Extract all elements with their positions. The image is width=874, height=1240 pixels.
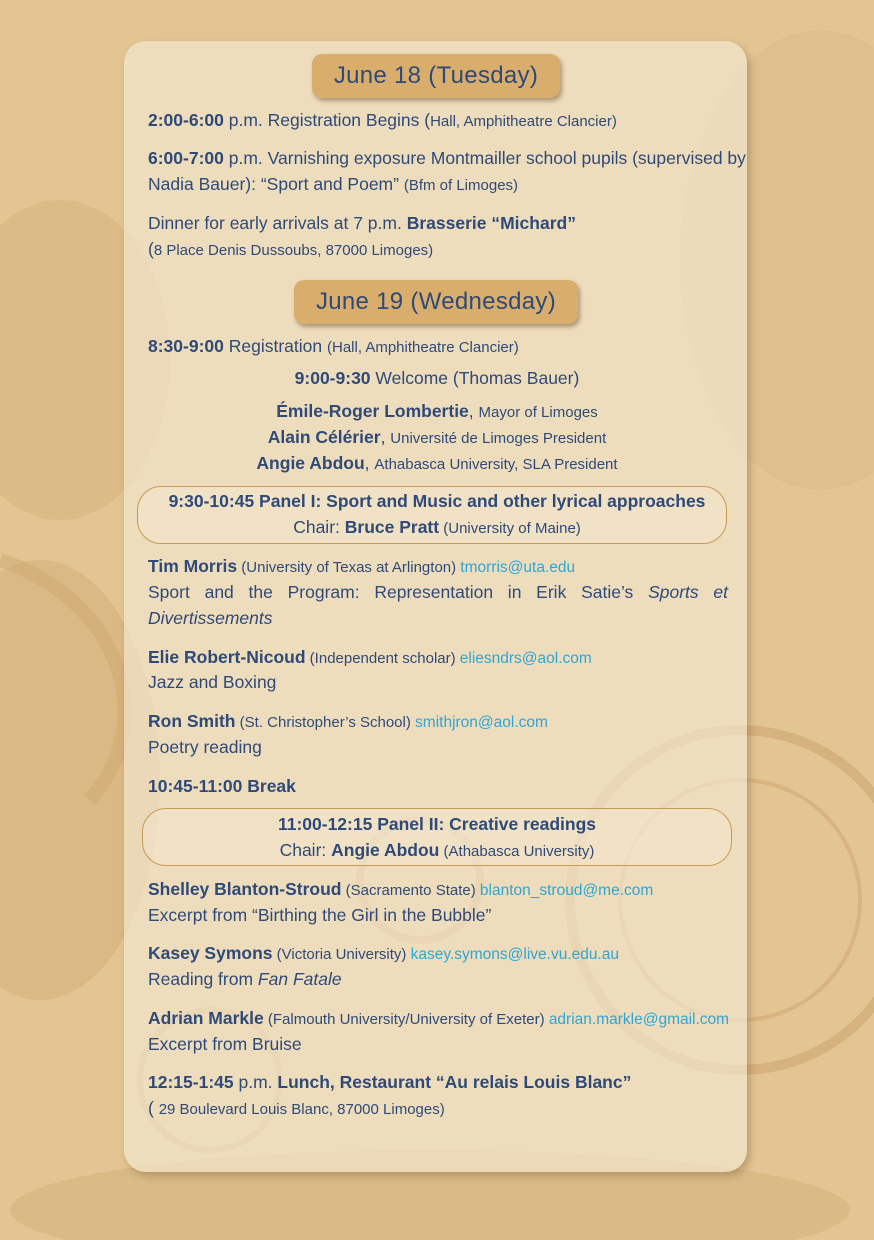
panel-1-title: 9:30-10:45 Panel I: Sport and Music and other lyrical approaches: [168, 491, 706, 511]
wednesday-registration: [148, 333, 728, 361]
talk-robert-nicoud-title: Jazz and Boxing: [148, 672, 277, 692]
presenter-name: Kasey Symons: [148, 943, 273, 963]
talk-morris-title-2: Divertissements: [148, 608, 273, 628]
talk-symons-title: [148, 966, 728, 992]
text: p.m.: [233, 1072, 278, 1092]
text: p.m. Registration Begins (: [223, 110, 431, 130]
speaker-3: [130, 450, 744, 478]
talk-title: Sport and the Program: Representation in Erik Satie’s: [148, 582, 649, 602]
place: Lunch, Restaurant “Au relais Louis Blanc”: [277, 1072, 632, 1092]
wednesday-welcome: [130, 365, 744, 391]
presenter-name: Elie Robert-Nicoud: [148, 647, 306, 667]
text: p.m. Varnishing exposure Montmailler school pupils (supervised by: [223, 148, 746, 168]
address: 29 Boulevard Louis Blanc, 87000 Limoges): [158, 1101, 445, 1118]
separator: ,: [364, 453, 375, 473]
talk-smith-title: Poetry reading: [148, 737, 262, 757]
chair-name: Bruce Pratt: [344, 517, 440, 537]
time: 6:00-7:00: [148, 148, 224, 168]
panel-1-chair: [130, 514, 744, 542]
text: Dinner for early arrivals at 7 p.m.: [148, 213, 407, 233]
paren: (: [148, 239, 154, 259]
talk-markle-title: Excerpt from Bruise: [148, 1034, 302, 1054]
email-link[interactable]: tmorris@uta.edu: [460, 559, 576, 576]
tuesday-varnishing: [148, 145, 746, 171]
presenter-affiliation: (Victoria University): [272, 946, 411, 963]
presenter-affiliation: (University of Texas at Arlington): [237, 559, 461, 576]
day-header-tuesday: June 18 (Tuesday): [312, 54, 560, 98]
time: 8:30-9:00: [148, 336, 224, 356]
talk-title-italic: Fan Fatale: [257, 969, 342, 989]
panel-2-chair: [130, 837, 744, 865]
presenter-affiliation: (Sacramento State): [341, 882, 480, 899]
speaker-name: Angie Abdou: [256, 453, 365, 473]
talk-robert-nicoud: [148, 644, 728, 672]
talk-blanton-stroud: [148, 876, 728, 904]
chair-label: Chair:: [279, 840, 332, 860]
speaker-1: [130, 398, 744, 426]
break: 10:45-11:00 Break: [148, 776, 296, 796]
talk-morris: [148, 553, 728, 581]
chair-affiliation: (University of Maine): [439, 520, 581, 537]
separator: ,: [380, 427, 391, 447]
presenter-name: Adrian Markle: [148, 1008, 264, 1028]
speaker-2: [130, 424, 744, 452]
place: Brasserie “Michard”: [406, 213, 576, 233]
speaker-role: Mayor of Limoges: [478, 404, 598, 421]
time: 9:00-9:30: [294, 368, 371, 388]
chair-affiliation: (Athabasca University): [439, 843, 595, 860]
speaker-role: Athabasca University, SLA President: [374, 456, 618, 473]
time: 2:00-6:00: [148, 110, 224, 130]
paren: (: [148, 1098, 159, 1118]
tuesday-dinner: [148, 210, 728, 236]
tuesday-varnishing-line2: [148, 171, 728, 199]
talk-symons: [148, 940, 728, 968]
location: (Hall, Amphitheatre Clancier): [327, 339, 519, 356]
address: 8 Place Denis Dussoubs, 87000 Limoges): [153, 242, 434, 259]
day-header-wednesday: June 19 (Wednesday): [294, 280, 578, 324]
presenter-affiliation: (St. Christopher’s School): [235, 714, 416, 731]
text: Welcome (Thomas Bauer): [370, 368, 580, 388]
location: (Bfm of Limoges): [403, 177, 519, 194]
presenter-name: Shelley Blanton-Stroud: [148, 879, 342, 899]
presenter-name: Tim Morris: [148, 556, 238, 576]
speaker-role: Université de Limoges President: [390, 430, 607, 447]
chair-label: Chair:: [293, 517, 345, 537]
talk-title: Reading from: [148, 969, 258, 989]
speaker-name: Alain Célérier: [267, 427, 381, 447]
email-link[interactable]: eliesndrs@aol.com: [459, 650, 592, 667]
email-link[interactable]: adrian.markle@gmail.com: [548, 1011, 730, 1028]
speaker-name: Émile-Roger Lombertie: [276, 401, 469, 421]
talk-blanton-stroud-title: Excerpt from “Birthing the Girl in the Bubble”: [148, 905, 492, 925]
lunch-address: [148, 1095, 728, 1123]
presenter-affiliation: (Independent scholar): [305, 650, 460, 667]
talk-title-italic: Sports et: [648, 582, 728, 602]
separator: ,: [468, 401, 479, 421]
email-link[interactable]: smithjron@aol.com: [415, 714, 548, 731]
panel-2-title: 11:00-12:15 Panel II: Creative readings: [277, 814, 597, 834]
presenter-name: Ron Smith: [148, 711, 236, 731]
email-link[interactable]: kasey.symons@live.vu.edu.au: [410, 946, 620, 963]
location: Hall, Amphitheatre Clancier): [430, 113, 617, 130]
text: Nadia Bauer): “Sport and Poem”: [148, 174, 404, 194]
text: Registration: [223, 336, 327, 356]
time: 12:15-1:45: [148, 1072, 234, 1092]
email-link[interactable]: blanton_stroud@me.com: [479, 882, 654, 899]
talk-smith: [148, 708, 728, 736]
presenter-affiliation: (Falmouth University/University of Exeter): [263, 1011, 549, 1028]
tuesday-registration: [148, 107, 728, 135]
talk-markle: [148, 1005, 728, 1033]
talk-morris-title: [148, 579, 728, 605]
chair-name: Angie Abdou: [331, 840, 440, 860]
lunch: [148, 1069, 728, 1095]
tuesday-dinner-address: [148, 236, 728, 264]
